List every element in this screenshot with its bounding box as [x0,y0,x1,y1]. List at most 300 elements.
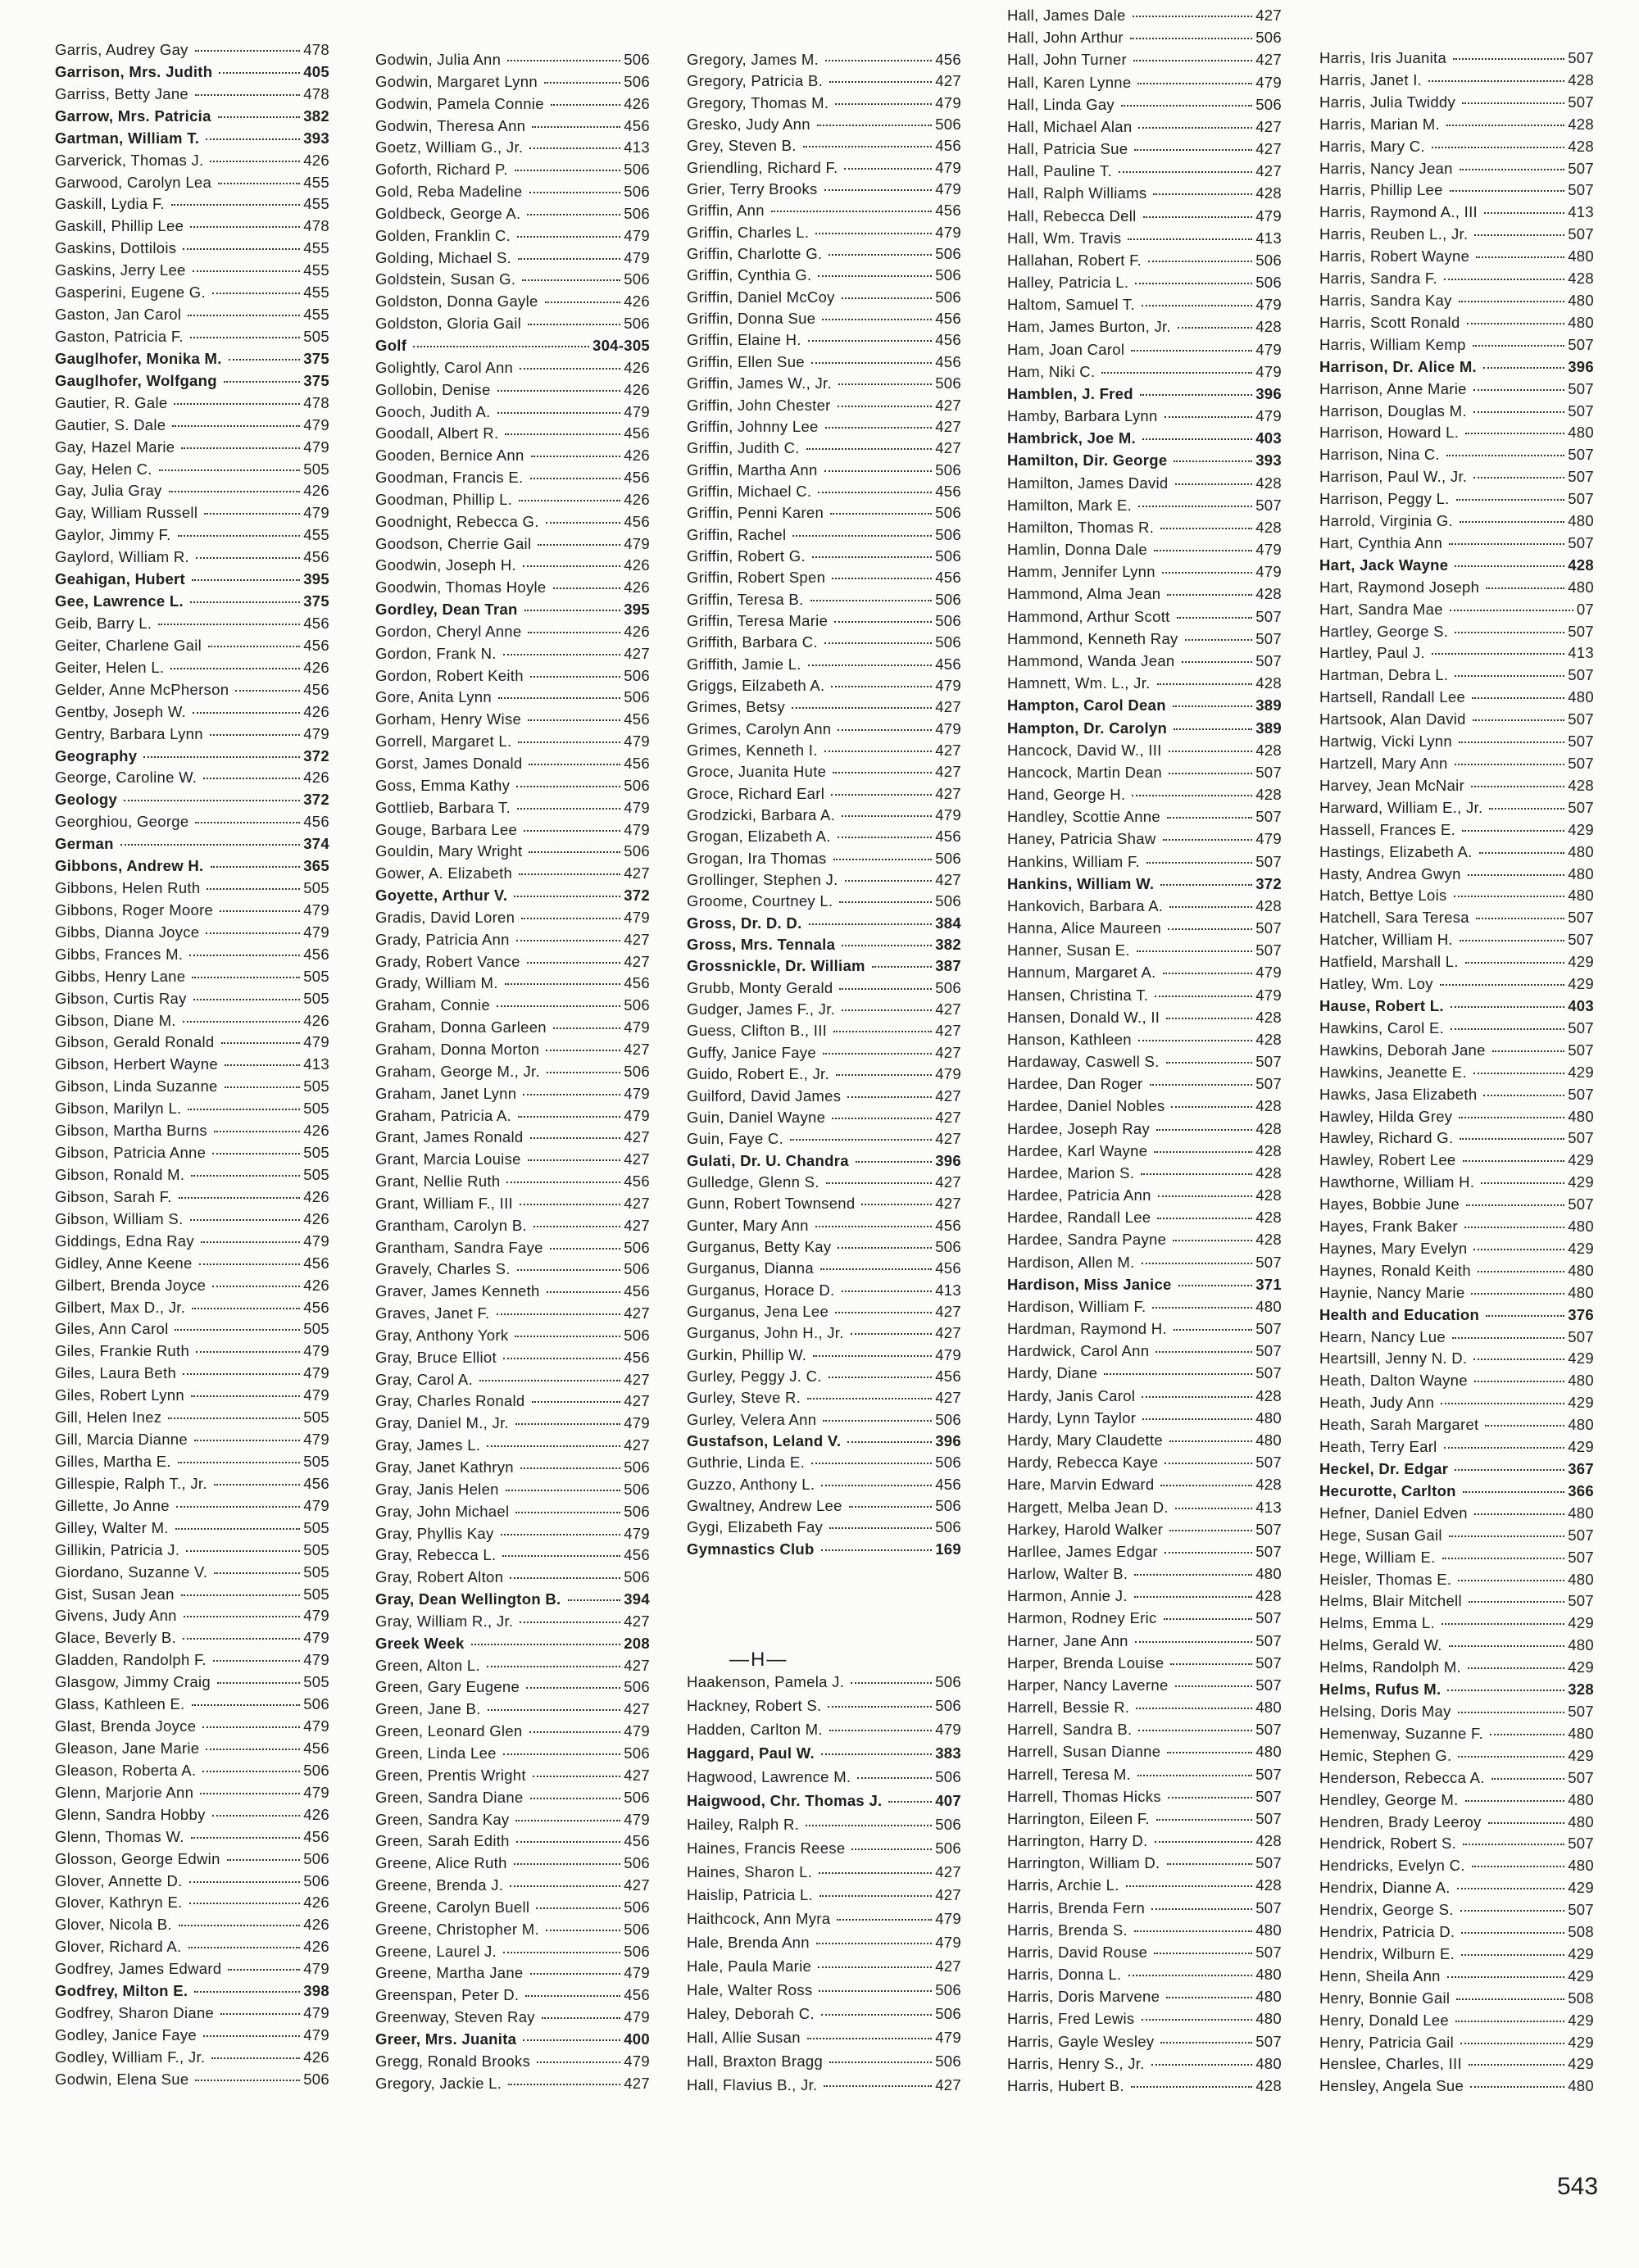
dot-leader [1154,1953,1252,1954]
entry-name: Hamilton, Mark E. [1007,496,1133,514]
dot-leader [1492,1050,1565,1052]
entry-name: Goldston, Gloria Gail [375,315,522,333]
index-entry [1319,424,1594,442]
dot-leader [1473,411,1564,413]
index-entry [1319,1108,1594,1126]
dot-leader [825,427,933,429]
dot-leader [1486,587,1564,589]
dot-leader [1164,1618,1253,1620]
entry-page: 507 [1568,379,1594,397]
entry-page: 507 [1568,533,1594,551]
entry-page: 394 [624,1590,650,1608]
index-entry [375,205,650,223]
index-entry [55,1695,329,1713]
entry-name: Hearn, Nancy Lue [1319,1327,1446,1345]
entry-page: 429 [1568,2011,1594,2029]
entry-name: Glast, Brenda Joyce [55,1717,197,1735]
index-entry [1319,71,1594,89]
dot-leader [1465,962,1564,964]
entry-name: Hawthorne, William H. [1319,1173,1475,1191]
index-entry [687,461,961,479]
dot-leader [818,1966,932,1968]
entry-name: Heath, Judy Ann [1319,1394,1435,1412]
index-entry [1007,2033,1282,2051]
dot-leader [1476,256,1564,258]
entry-page: 382 [935,936,961,954]
entry-page: 396 [935,1151,961,1169]
dot-leader [183,1021,300,1023]
dot-leader [1472,1866,1565,1867]
entry-name: Griffin, Teresa Marie [687,611,829,629]
entry-name: Goodson, Cherrie Gail [375,534,532,552]
index-entry [55,1342,329,1360]
dot-leader [510,1577,620,1579]
entry-page: 427 [935,1195,961,1213]
entry-page: 426 [303,482,329,500]
index-entry [375,1239,650,1257]
index-entry [55,659,329,677]
index-entry [55,526,329,544]
entry-page: 507 [1568,1835,1594,1853]
entry-page: 428 [1255,1008,1282,1026]
entry-page: 427 [624,1216,650,1234]
entry-name: Gay, Julia Gray [55,482,162,500]
entry-name: Ham, Niki C. [1007,362,1096,380]
index-entry [1319,1989,1594,2007]
entry-page: 456 [935,482,961,500]
entry-name: Haynes, Ronald Keith [1319,1261,1471,1279]
entry-page: 479 [303,1386,329,1404]
dot-leader [192,579,300,581]
entry-page: 506 [624,270,650,288]
dot-leader [1473,389,1564,391]
index-entry [375,1371,650,1389]
dot-leader [505,983,621,985]
entry-name: Greene, Brenda J. [375,1876,504,1894]
dot-leader [1151,1908,1252,1910]
entry-name: Glace, Beverly B. [55,1629,177,1647]
index-entry [1319,843,1594,861]
index-entry [375,1085,650,1103]
entry-name: Graver, James Kenneth [375,1282,540,1300]
entry-page: 480 [1255,1988,1282,2006]
entry-page: 480 [1255,1743,1282,1761]
index-entry [1007,1164,1282,1182]
dot-leader [1175,1685,1253,1687]
dot-leader [1138,506,1252,507]
entry-name: Harrell, Bessie R. [1007,1699,1130,1717]
dot-leader [235,690,300,692]
dot-leader [1474,1513,1564,1515]
entry-name: Glosson, George Edwin [55,1849,220,1867]
dot-leader [174,403,300,405]
entry-page: 426 [303,1276,329,1294]
index-entry [375,1832,650,1850]
dot-leader [497,390,621,392]
entry-name: Helms, Gerald W. [1319,1636,1442,1654]
index-entry [1007,1409,1282,1427]
index-entry [375,183,650,201]
dot-leader [529,147,620,149]
index-entry [1007,385,1282,403]
entry-page: 506 [935,460,961,479]
entry-page: 429 [1568,1614,1594,1632]
entry-page: 428 [1568,137,1594,155]
entry-name: Gower, A. Elizabeth [375,864,513,882]
entry-name: Geiter, Helen L. [55,658,165,676]
entry-name: Heartsill, Jenny N. D. [1319,1349,1468,1368]
index-entry [1007,451,1282,469]
entry-page: 456 [624,1546,650,1564]
entry-page: 426 [303,2048,329,2066]
entry-page: 479 [935,1910,961,1928]
dot-leader [202,1726,300,1728]
entry-page: 426 [303,702,329,720]
dot-leader [172,425,300,427]
index-entry [687,1087,961,1105]
dot-leader [1474,1381,1564,1382]
dot-leader [193,999,301,1000]
index-entry [687,418,961,436]
index-entry [1007,1587,1282,1605]
dot-leader [1131,350,1252,352]
index-entry [1319,1769,1594,1787]
entry-page: 456 [303,680,329,698]
dot-leader [529,1731,621,1733]
entry-page: 506 [624,1480,650,1498]
entry-page: 427 [935,396,961,414]
dot-leader [1473,1359,1564,1360]
dot-leader [838,1247,932,1249]
entry-name: Gibson, Linda Suzanne [55,1077,218,1095]
entry-name: Gauglhofer, Monika M. [55,349,222,367]
dot-leader [158,624,300,625]
entry-name: Glover, Nicola B. [55,1916,172,1934]
entry-page: 426 [303,1011,329,1029]
entry-page: 427 [935,72,961,90]
entry-name: Hardison, Miss Janice [1007,1275,1172,1293]
entry-name: Harvey, Jean McNair [1319,776,1465,794]
entry-name: Green, Linda Lee [375,1744,497,1762]
entry-name: Harris, Reuben L., Jr. [1319,225,1469,243]
dot-leader [517,808,620,810]
index-entry [1319,733,1594,751]
dot-leader [518,742,620,743]
entry-name: Hardy, Rebecca Kaye [1007,1454,1159,1472]
entry-page: 505 [303,1408,329,1427]
index-entry [375,73,650,91]
dot-leader [1455,632,1564,633]
entry-page: 507 [1255,651,1282,669]
dot-leader [857,1777,932,1779]
entry-name: Harris, Iris Juanita [1319,49,1447,66]
entry-page: 405 [303,62,329,80]
index-entry [1319,2034,1594,2052]
entry-page: 427 [935,1108,961,1126]
entry-name: Harrison, Paul W., Jr. [1319,468,1468,486]
dot-leader [833,859,933,860]
entry-page: 427 [935,1000,961,1018]
entry-page: 427 [935,1130,961,1148]
entry-name: Gray, Daniel M., Jr. [375,1414,509,1432]
dot-leader [1474,234,1564,236]
entry-name: Guilford, David James [687,1086,842,1105]
dot-leader [1458,1756,1564,1758]
entry-page: 400 [624,2030,650,2048]
dot-leader [1135,283,1252,284]
dot-leader [1160,528,1252,529]
index-entry [375,1811,650,1829]
index-entry [1007,1298,1282,1316]
dot-leader [206,138,300,140]
index-entry [375,821,650,839]
dot-leader [835,1312,932,1313]
entry-name: Golden, Franklin C. [375,226,511,244]
entry-page: 429 [1568,820,1594,838]
entry-name: Green, Sandra Diane [375,1788,524,1806]
dot-leader [527,962,620,964]
entry-name: Grimes, Kenneth I. [687,742,818,759]
entry-page: 426 [303,658,329,676]
index-entry [375,1546,650,1564]
entry-page: 507 [1568,1195,1594,1213]
index-entry [55,615,329,633]
entry-name: Gurganus, Dianna [687,1259,814,1277]
entry-name: Grogan, Ira Thomas [687,849,827,867]
entry-page: 507 [1255,496,1282,514]
index-entry [375,2075,650,2093]
entry-name: Goodwin, Thomas Hoyle [375,578,547,596]
entry-page: 505 [303,1100,329,1118]
entry-page: 456 [935,1475,961,1493]
dot-leader [808,665,932,666]
index-entry [1319,160,1594,178]
index-entry [687,1130,961,1148]
entry-name: Gaskins, Jerry Lee [55,261,186,279]
entry-page: 426 [303,151,329,169]
dot-leader [807,2038,932,2039]
entry-page: 505 [303,1320,329,1338]
entry-name: Hendrick, Robert S. [1319,1835,1457,1853]
index-entry [375,1921,650,1939]
entry-page: 456 [624,116,650,134]
entry-name: Griffin, Rachel [687,525,787,543]
dot-leader [1167,1863,1253,1865]
entry-page: 480 [1568,1283,1594,1301]
entry-name: Grant, Marcia Louise [375,1150,521,1168]
index-entry [687,698,961,716]
index-entry [1007,1543,1282,1561]
index-entry [1319,446,1594,464]
dot-leader [507,60,620,61]
entry-name: Hancock, Martin Dean [1007,763,1163,781]
entry-page: 456 [624,710,650,728]
index-entry [1007,919,1282,937]
entry-page: 376 [1568,1305,1594,1323]
entry-page: 479 [624,1810,650,1828]
entry-page: 506 [624,1788,650,1806]
entry-page: 506 [624,1942,650,1960]
entry-name: Greene, Christopher M. [375,1920,539,1938]
entry-name: Harllee, James Edgar [1007,1542,1158,1560]
dot-leader [201,1241,300,1243]
dot-leader [181,1594,301,1596]
entry-page: 407 [935,1791,961,1809]
entry-page: 480 [1568,864,1594,882]
entry-name: Gregory, Jackie L. [375,2074,502,2092]
entry-name: Hardee, Sandra Payne [1007,1231,1167,1249]
entry-page: 505 [303,460,329,478]
index-entry [1007,29,1282,47]
index-entry [375,1282,650,1300]
entry-page: 480 [1568,842,1594,860]
dot-leader [1468,1667,1564,1669]
index-entry [375,1898,650,1916]
dot-leader [815,233,932,234]
entry-page: 507 [1255,1943,1282,1961]
index-entry [375,1327,650,1345]
index-entry [687,1744,961,1762]
dot-leader [212,1815,301,1817]
entry-name: Gillette, Jo Anne [55,1496,170,1514]
dot-leader [550,1248,620,1250]
dot-leader [508,2084,620,2085]
dot-leader [194,1440,300,1441]
index-entry [55,1077,329,1095]
entry-name: Gibson, Patricia Anne [55,1144,207,1162]
dot-leader [839,901,932,903]
index-entry [55,1122,329,1140]
index-entry [55,1784,329,1802]
entry-page: 479 [935,1345,961,1363]
dot-leader [546,522,621,524]
index-entry [1319,1901,1594,1919]
index-entry [375,117,650,135]
index-entry [1007,1966,1282,1984]
entry-page: 507 [1255,852,1282,870]
entry-name: Hartzell, Mary Ann [1319,755,1448,772]
index-entry [1319,688,1594,706]
index-entry [1007,1320,1282,1338]
dot-leader [836,1074,932,1076]
index-entry [375,777,650,795]
index-entry [687,1981,961,1999]
entry-name: Gill, Marcia Dianne [55,1431,188,1449]
entry-page: 456 [935,1259,961,1277]
dot-leader [1456,1998,1564,2000]
entry-name: Glasgow, Jimmy Craig [55,1673,211,1691]
dot-leader [851,1848,932,1850]
index-entry [55,1629,329,1647]
index-entry [687,116,961,134]
index-entry [375,1349,650,1367]
entry-name: Haines, Sharon L. [687,1862,813,1880]
dot-leader [224,381,300,383]
entry-name: Hall, Flavius B., Jr. [687,2075,818,2093]
dot-leader [189,1903,301,1904]
entry-page: 506 [935,1696,961,1714]
index-entry [55,1188,329,1206]
index-entry [1007,274,1282,292]
dot-leader [547,1291,621,1293]
dot-leader [533,1776,620,1777]
dot-leader [1178,327,1252,329]
entry-page: 507 [1568,468,1594,486]
dot-leader [849,1506,932,1508]
dot-leader [502,1555,620,1557]
index-entry [55,284,329,302]
dot-leader [1137,950,1252,952]
entry-name: Hanna, Alice Maureen [1007,919,1162,937]
entry-page: 479 [1255,407,1282,425]
entry-name: Harrell, Susan Dianne [1007,1743,1161,1761]
dot-leader [530,1973,621,1975]
index-entry [687,763,961,781]
index-entry [55,946,329,964]
entry-name: Goodman, Phillip L. [375,490,513,508]
entry-page: 456 [624,1282,650,1300]
entry-name: Glover, Kathryn E. [55,1894,183,1912]
index-entry [55,703,329,721]
dot-leader [1169,751,1253,752]
entry-page: 426 [624,94,650,112]
dot-leader [1166,1062,1253,1064]
dot-leader [532,126,620,128]
index-entry [375,1767,650,1785]
index-entry [1319,1747,1594,1765]
dot-leader [1167,817,1252,819]
entry-name: Godwin, Margaret Lynn [375,72,538,90]
entry-name: Greene, Carolyn Buell [375,1898,530,1916]
entry-page: 508 [1568,1989,1594,2007]
entry-name: Grimes, Betsy [687,698,786,716]
dot-leader [195,2080,300,2081]
dot-leader [536,1907,620,1909]
entry-page: 426 [624,578,650,596]
index-entry [1007,2010,1282,2028]
entry-page: 479 [935,158,961,176]
entry-name: Heath, Dalton Wayne [1319,1372,1468,1390]
entry-page: 426 [303,1805,329,1823]
entry-name: Harrington, William D. [1007,1854,1160,1872]
entry-name: Harris, Raymond A., III [1319,203,1478,221]
dot-leader [1460,940,1564,941]
entry-page: 395 [624,601,650,619]
entry-name: Hall, Ralph Williams [1007,184,1147,202]
entry-page: 429 [1568,953,1594,971]
index-entry [1319,909,1594,927]
entry-name: Hall, Rebecca Dell [1007,206,1137,225]
index-entry [687,1022,961,1040]
entry-page: 427 [935,698,961,716]
entry-page: 506 [935,525,961,543]
entry-page: 427 [624,1612,650,1630]
entry-name: Guido, Robert E., Jr. [687,1065,829,1083]
index-entry [55,1453,329,1471]
entry-page: 507 [1568,225,1594,243]
entry-page: 480 [1255,1297,1282,1315]
index-entry [687,245,961,263]
entry-name: Hall, Michael Alan [1007,117,1133,135]
entry-name: Greer, Mrs. Juanita [375,2030,517,2048]
index-entry [1319,623,1594,641]
entry-name: Helms, Emma L. [1319,1614,1435,1632]
dot-leader [824,751,933,752]
entry-name: Gaston, Jan Carol [55,306,182,324]
index-entry [375,2008,650,2026]
index-entry [1007,808,1282,826]
entry-page: 429 [1568,2033,1594,2051]
